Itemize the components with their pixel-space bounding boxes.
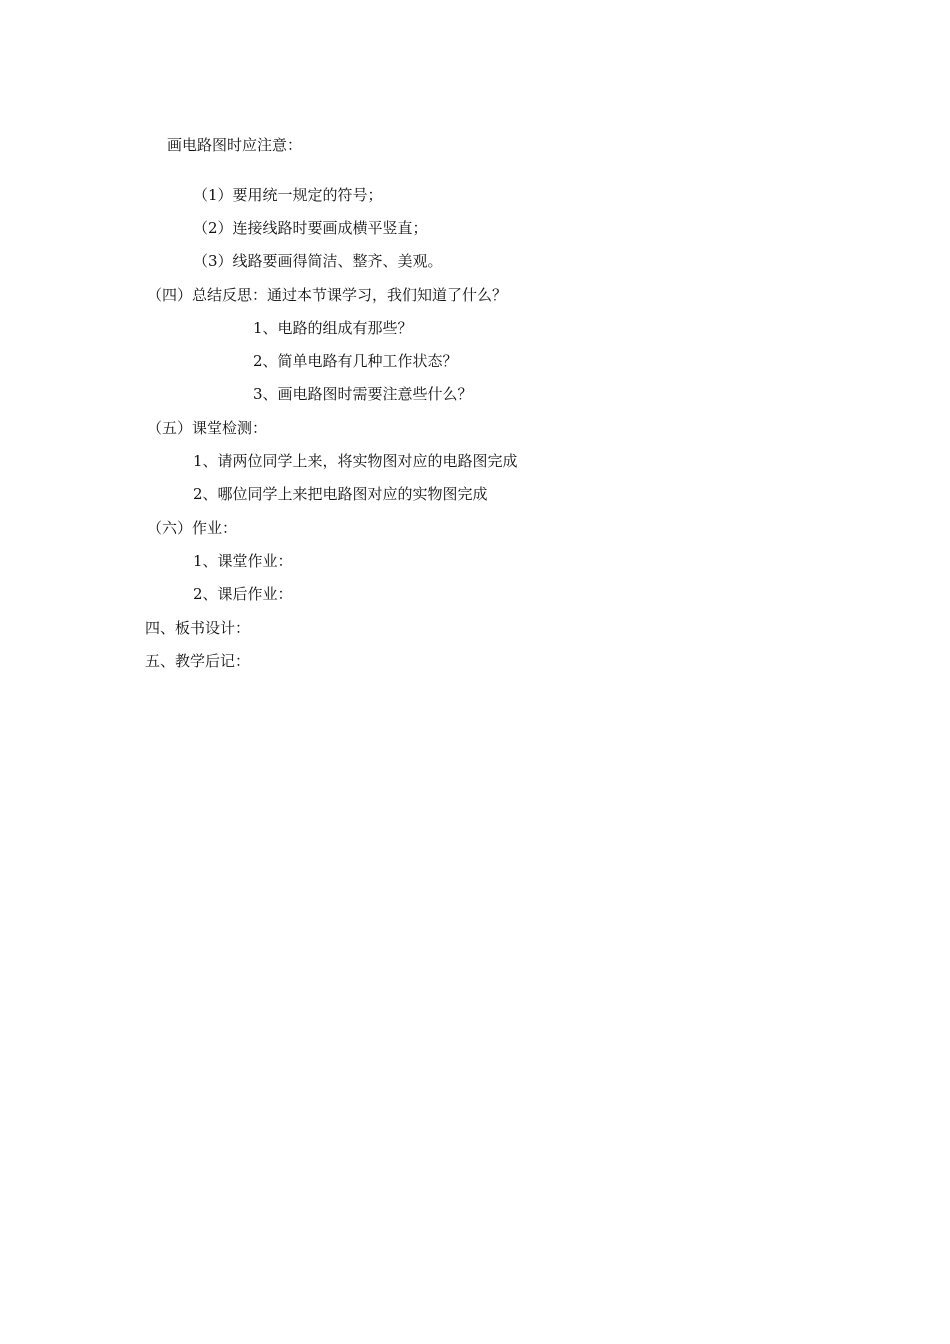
summary-item-1: 1、电路的组成有那些？ bbox=[253, 319, 413, 337]
section-board-design-heading: 四、板书设计： bbox=[145, 619, 251, 637]
note-item-3: （3）线路要画得简洁、整齐、美观。 bbox=[193, 252, 443, 270]
summary-item-2: 2、简单电路有几种工作状态？ bbox=[253, 352, 458, 370]
drawing-notes-heading: 画电路图时应注意： bbox=[167, 136, 303, 154]
note-item-1: （1）要用统一规定的符号； bbox=[193, 186, 383, 204]
note-item-2: （2）连接线路时要画成横平竖直； bbox=[193, 219, 428, 237]
section-summary-heading: （四）总结反思：通过本节课学习，我们知道了什么？ bbox=[147, 286, 508, 304]
test-item-1: 1、请两位同学上来，将实物图对应的电路图完成 bbox=[193, 452, 518, 470]
section-teaching-notes-heading: 五、教学后记： bbox=[145, 652, 251, 670]
test-item-2: 2、哪位同学上来把电路图对应的实物图完成 bbox=[193, 485, 488, 503]
homework-item-1: 1、课堂作业： bbox=[193, 552, 293, 570]
summary-item-3: 3、画电路图时需要注意些什么？ bbox=[253, 385, 473, 403]
section-homework-heading: （六）作业： bbox=[147, 519, 238, 537]
section-classroom-test-heading: （五）课堂检测： bbox=[147, 419, 268, 437]
homework-item-2: 2、课后作业： bbox=[193, 585, 293, 603]
